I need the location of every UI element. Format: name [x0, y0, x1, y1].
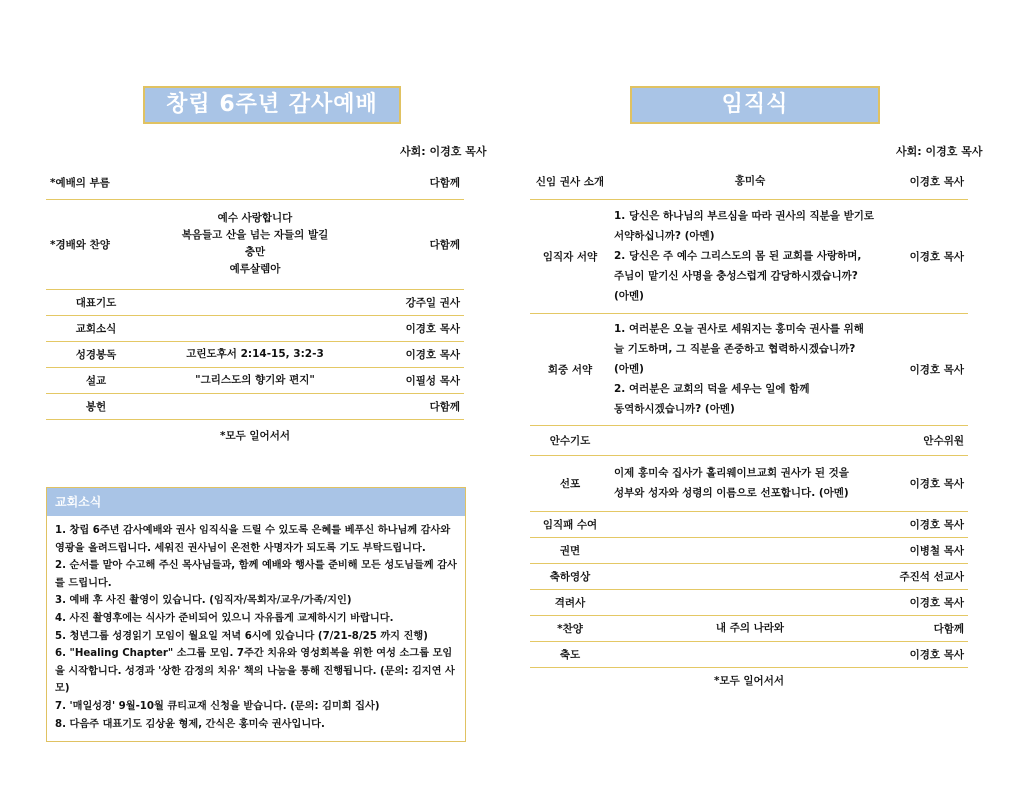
program-item: *예배의 부름 — [46, 167, 146, 199]
program-item: 봉헌 — [46, 393, 146, 419]
program-item: 교회소식 — [46, 315, 146, 341]
program-content — [146, 341, 364, 367]
program-leader: 다함께 — [364, 393, 464, 419]
program-leader: 이경호 목사 — [890, 641, 968, 667]
program-content — [146, 393, 364, 419]
program-row — [46, 167, 464, 199]
program-item: 안수기도 — [530, 425, 610, 455]
left-standing-note: *모두 일어서서 — [219, 430, 290, 442]
news-item: 3. 예배 후 사진 촬영이 있습니다. (임직자/목회자/교우/가족/지인) — [55, 595, 352, 607]
program-row — [530, 615, 968, 641]
program-item: 대표기도 — [46, 289, 146, 315]
program-row — [46, 367, 464, 393]
program-content — [610, 537, 890, 563]
program-content — [610, 313, 890, 425]
program-leader: 다함께 — [364, 167, 464, 199]
program-leader: 이필성 목사 — [364, 367, 464, 393]
program-leader: 다함께 — [364, 199, 464, 289]
program-content-line: 서약하십니까? (아멘) — [614, 230, 715, 242]
program-item: 성경봉독 — [46, 341, 146, 367]
program-row — [46, 199, 464, 289]
program-content — [146, 367, 364, 393]
program-item: 임직자 서약 — [530, 199, 610, 313]
program-leader: 이경호 목사 — [364, 341, 464, 367]
right-program-table — [530, 165, 968, 668]
program-leader: 다함께 — [890, 615, 968, 641]
program-leader: 이경호 목사 — [890, 455, 968, 511]
program-leader: 이경호 목사 — [364, 315, 464, 341]
news-item: 8. 다음주 대표기도 김상윤 형제, 간식은 홍미숙 권사입니다. — [55, 718, 325, 730]
program-content-line: 2. 여러분은 교회의 덕을 세우는 일에 함께 — [614, 383, 810, 395]
news-item: 7. '매일성경' 9월-10월 큐티교재 신청을 받습니다. (문의: 김미희 집사) — [55, 700, 380, 712]
program-leader: 이경호 목사 — [890, 199, 968, 313]
program-item: 임직패 수여 — [530, 511, 610, 537]
program-content-line: 1. 당신은 하나님의 부르심을 따라 권사의 직분을 받기로 — [614, 210, 875, 222]
program-row — [46, 315, 464, 341]
program-content-line: 2. 당신은 주 예수 그리스도의 몸 된 교회를 사랑하며, — [614, 250, 862, 262]
program-content-line: 1. 여러분은 오늘 권사로 세워지는 홍미숙 권사를 위해 — [614, 323, 864, 335]
program-leader: 주진석 선교사 — [890, 563, 968, 589]
church-news-list — [47, 522, 465, 733]
program-content — [146, 289, 364, 315]
program-leader: 강주일 권사 — [364, 289, 464, 315]
program-row — [530, 537, 968, 563]
program-content-line: 복음들고 산을 넘는 자들의 발길 — [181, 229, 329, 241]
program-content — [146, 167, 364, 199]
program-item: 축하영상 — [530, 563, 610, 589]
program-item: 격려사 — [530, 589, 610, 615]
program-item: *찬양 — [530, 615, 610, 641]
program-leader: 이경호 목사 — [890, 313, 968, 425]
news-item: 4. 사진 촬영후에는 식사가 준비되어 있으니 자유롭게 교제하시기 바랍니다. — [55, 612, 394, 624]
right-standing-note: *모두 일어서서 — [713, 675, 784, 687]
left-program-table — [46, 167, 464, 420]
program-content — [610, 563, 890, 589]
program-item: 설교 — [46, 367, 146, 393]
program-item: *경배와 찬양 — [46, 199, 146, 289]
program-content-line: 홍미숙 — [734, 175, 766, 188]
news-item: 2. 순서를 맡아 수고해 주신 목사님들과, 함께 예배와 행사를 준비해 모든 성도님들께 감사를 드립니다. — [55, 560, 457, 589]
news-item: 6. "Healing Chapter" 소그룹 모임. 7주간 치유와 영성회복을 위한 여성 소그룹 모임을 시작합니다. 성경과 '상한 감정의 치유' 책의 나눔을 통해 진행됩니다. (문의: 김지연 사모) — [55, 648, 455, 695]
program-content-line: 내 주의 나라와 — [715, 621, 785, 634]
program-item: 축도 — [530, 641, 610, 667]
news-item: 1. 창립 6주년 감사예배와 권사 임직식을 드릴 수 있도록 은혜를 베푸신 하나님께 감사와 영광을 올려드립니다. 세워진 권사님이 온전한 사명자가 되도록 기도 부탁드립니다. — [55, 525, 451, 554]
program-row — [530, 165, 968, 199]
program-leader: 이경호 목사 — [890, 511, 968, 537]
program-row — [530, 425, 968, 455]
program-content-line: 예루살렘아 — [229, 263, 281, 275]
program-content — [610, 589, 890, 615]
church-news-heading: 교회소식 — [47, 488, 465, 516]
program-leader: 안수위원 — [890, 425, 968, 455]
program-content-line: 이제 홍미숙 집사가 홀리웨이브교회 권사가 된 것을 — [614, 467, 849, 479]
right-host: 사회: 이경호 목사 — [896, 145, 983, 158]
program-row — [530, 563, 968, 589]
program-content — [610, 641, 890, 667]
left-host: 사회: 이경호 목사 — [400, 145, 487, 158]
program-leader: 이병철 목사 — [890, 537, 968, 563]
program-row — [46, 341, 464, 367]
program-content — [610, 165, 890, 199]
program-leader: 이경호 목사 — [890, 165, 968, 199]
program-content-line: "그리스도의 향기와 편지" — [195, 373, 315, 386]
program-content — [610, 199, 890, 313]
program-content-line: (아멘) — [614, 290, 644, 302]
program-content-line: 고린도후서 2:14-15, 3:2-3 — [186, 347, 324, 360]
program-item: 권면 — [530, 537, 610, 563]
program-content — [610, 615, 890, 641]
program-content-line: 성부와 성자와 성령의 이름으로 선포합니다. (아멘) — [614, 487, 849, 499]
program-content-line: 충만 — [244, 246, 266, 258]
program-row — [530, 313, 968, 425]
program-content-line: 예수 사랑합니다 — [217, 212, 293, 224]
program-row — [530, 641, 968, 667]
program-row — [46, 289, 464, 315]
program-row — [46, 393, 464, 419]
program-item: 회중 서약 — [530, 313, 610, 425]
program-row — [530, 511, 968, 537]
right-title: 임직식 — [630, 86, 880, 124]
program-content-line: 늘 기도하며, 그 직분을 존중하고 협력하시겠습니까? — [614, 343, 856, 355]
news-item: 5. 청년그룹 성경읽기 모임이 월요일 저녁 6시에 있습니다 (7/21-8/25 까지 진행) — [55, 630, 428, 642]
program-content — [610, 455, 890, 511]
program-row — [530, 199, 968, 313]
church-news-box — [46, 487, 466, 742]
program-leader: 이경호 목사 — [890, 589, 968, 615]
program-item: 선포 — [530, 455, 610, 511]
program-item: 신임 권사 소개 — [530, 165, 610, 199]
program-content — [610, 511, 890, 537]
program-content-line: 동역하시겠습니까? (아멘) — [614, 403, 735, 415]
program-content — [146, 315, 364, 341]
program-content — [146, 199, 364, 289]
program-row — [530, 455, 968, 511]
program-content-line: 주님이 맡기신 사명을 충성스럽게 감당하시겠습니까? — [614, 270, 858, 282]
program-row — [530, 589, 968, 615]
program-content-line: (아멘) — [614, 363, 644, 375]
left-title: 창립 6주년 감사예배 — [143, 86, 401, 124]
program-content — [610, 425, 890, 455]
